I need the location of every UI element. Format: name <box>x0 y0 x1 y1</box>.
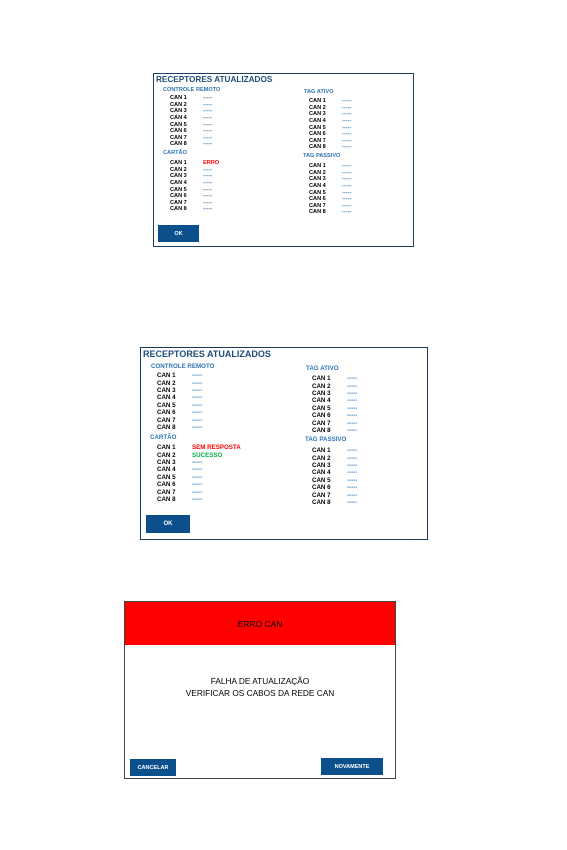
section-title-controle-remoto: CONTROLE REMOTO <box>151 363 215 370</box>
can-label: CAN 3 <box>157 386 176 394</box>
list-item <box>157 402 202 409</box>
can-status: ----- <box>342 183 352 190</box>
can-label: CAN 8 <box>312 426 331 434</box>
can-label: CAN 8 <box>157 423 176 431</box>
list-item <box>170 173 219 180</box>
list-item <box>312 454 357 461</box>
list-item <box>157 409 202 416</box>
list-item <box>312 375 357 382</box>
can-label: CAN 1 <box>309 163 326 170</box>
list-item <box>157 424 202 431</box>
can-label: CAN 1 <box>170 160 187 167</box>
section-title-tag-ativo: TAG ATIVO <box>306 365 339 372</box>
can-label: CAN 5 <box>312 404 331 412</box>
can-label: CAN 4 <box>312 397 331 405</box>
list-item <box>170 200 219 207</box>
list-item <box>170 115 212 122</box>
can-status: ----- <box>347 397 358 405</box>
can-status: ----- <box>192 401 203 409</box>
can-label: CAN 6 <box>170 128 187 135</box>
list-item <box>312 491 357 498</box>
can-status: ----- <box>203 193 213 200</box>
section-title-tag-passivo: TAG PASSIVO <box>303 153 341 159</box>
controle-remoto-list <box>157 372 202 431</box>
section-title-controle-remoto: CONTROLE REMOTO <box>163 87 221 93</box>
list-item <box>309 170 351 177</box>
list-item <box>157 481 241 488</box>
can-status: ----- <box>347 491 358 499</box>
can-status: ----- <box>342 137 352 144</box>
can-label: CAN 1 <box>157 372 176 380</box>
error-message-line2: VERIFICAR OS CABOS DA REDE CAN <box>185 688 335 698</box>
list-item <box>309 203 351 210</box>
list-item <box>157 379 202 386</box>
can-label: CAN 3 <box>309 176 326 183</box>
can-status: ----- <box>192 488 203 496</box>
can-label: CAN 6 <box>309 131 326 138</box>
list-item <box>309 138 351 145</box>
can-status: ----- <box>347 382 358 390</box>
can-status: ----- <box>192 379 203 387</box>
can-label: CAN 2 <box>312 454 331 462</box>
can-status: ----- <box>347 447 358 455</box>
can-status: ----- <box>342 189 352 196</box>
can-label: CAN 5 <box>309 189 326 196</box>
list-item <box>309 189 351 196</box>
can-status: ----- <box>342 202 352 209</box>
list-item <box>312 397 357 404</box>
list-item <box>312 427 357 434</box>
list-item <box>170 95 212 102</box>
list-item <box>312 462 357 469</box>
can-label: CAN 1 <box>312 375 331 383</box>
list-item <box>157 416 202 423</box>
can-status: ----- <box>347 476 358 484</box>
can-label: CAN 4 <box>170 115 187 122</box>
can-label: CAN 6 <box>157 409 176 417</box>
can-label: CAN 7 <box>157 416 176 424</box>
tag-passivo-list <box>312 447 357 506</box>
list-item <box>309 118 351 125</box>
can-label: CAN 1 <box>309 98 326 105</box>
list-item <box>157 474 241 481</box>
list-item <box>312 382 357 389</box>
can-label: CAN 5 <box>170 186 187 193</box>
tag-passivo-list <box>309 163 351 216</box>
can-status: ----- <box>342 104 352 111</box>
list-item <box>170 186 219 193</box>
can-status: ----- <box>347 454 358 462</box>
list-item <box>312 484 357 491</box>
list-item <box>309 131 351 138</box>
section-title-tag-ativo: TAG ATIVO <box>304 89 334 95</box>
can-label: CAN 2 <box>309 169 326 176</box>
can-label: CAN 7 <box>309 202 326 209</box>
can-label: CAN 5 <box>170 121 187 128</box>
can-status: ----- <box>203 115 213 122</box>
list-item <box>170 141 212 148</box>
can-label: CAN 5 <box>157 401 176 409</box>
can-status: ----- <box>203 141 213 148</box>
list-item <box>309 183 351 190</box>
list-item <box>157 496 241 503</box>
can-status: ----- <box>203 173 213 180</box>
can-label: CAN 2 <box>312 382 331 390</box>
can-label: CAN 3 <box>170 108 187 115</box>
tag-ativo-list <box>312 375 357 434</box>
can-status: ----- <box>203 199 213 206</box>
can-status: ----- <box>192 473 203 481</box>
can-status: ----- <box>192 466 203 474</box>
list-item <box>170 206 219 213</box>
section-title-cartao: CARTÃO <box>150 434 177 441</box>
can-label: CAN 4 <box>309 118 326 125</box>
can-status: ----- <box>342 144 352 151</box>
can-status: ----- <box>342 196 352 203</box>
can-status: ----- <box>347 419 358 427</box>
list-item <box>312 412 357 419</box>
section-title-tag-passivo: TAG PASSIVO <box>305 436 347 443</box>
can-label: CAN 8 <box>312 498 331 506</box>
can-label: CAN 6 <box>312 484 331 492</box>
can-status: ----- <box>192 409 203 417</box>
list-item <box>309 111 351 118</box>
list-item <box>170 121 212 128</box>
can-status: ----- <box>192 416 203 424</box>
can-status: ----- <box>203 128 213 135</box>
can-status: ----- <box>342 118 352 125</box>
list-item <box>157 387 202 394</box>
erro-can-dialog <box>124 601 396 779</box>
list-item <box>157 466 241 473</box>
can-status: ----- <box>347 484 358 492</box>
can-label: CAN 3 <box>309 111 326 118</box>
list-item <box>312 390 357 397</box>
ok-button[interactable]: OK <box>146 515 190 533</box>
list-item <box>157 444 241 451</box>
can-status: ----- <box>203 186 213 193</box>
list-item <box>170 180 219 187</box>
can-status: ----- <box>203 95 213 102</box>
can-label: CAN 5 <box>309 124 326 131</box>
ok-button[interactable]: OK <box>158 225 199 242</box>
can-label: CAN 4 <box>170 180 187 187</box>
list-item <box>157 451 241 458</box>
can-label: CAN 6 <box>157 481 176 489</box>
section-title-cartao: CARTÃO <box>163 150 187 156</box>
list-item <box>170 108 212 115</box>
can-label: CAN 3 <box>312 461 331 469</box>
can-status: ----- <box>347 461 358 469</box>
can-status: ----- <box>342 98 352 105</box>
list-item <box>170 102 212 109</box>
can-status: ----- <box>342 209 352 216</box>
list-item <box>312 477 357 484</box>
list-item <box>312 405 357 412</box>
dialog-header: ERRO CAN <box>125 602 395 645</box>
can-label: CAN 8 <box>170 206 187 213</box>
cartao-list <box>157 444 241 503</box>
can-status: ----- <box>203 206 213 213</box>
can-status: ----- <box>347 389 358 397</box>
list-item <box>157 488 241 495</box>
list-item <box>170 193 219 200</box>
can-label: CAN 6 <box>170 193 187 200</box>
cartao-list <box>170 160 219 213</box>
list-item <box>312 419 357 426</box>
can-label: CAN 5 <box>157 473 176 481</box>
can-status: ----- <box>192 394 203 402</box>
list-item <box>170 135 212 142</box>
can-status: ----- <box>342 124 352 131</box>
can-status: ----- <box>342 163 352 170</box>
can-label: CAN 1 <box>157 444 176 452</box>
can-label: CAN 4 <box>157 466 176 474</box>
can-status-success: SUCESSO <box>192 451 223 459</box>
can-label: CAN 6 <box>309 196 326 203</box>
list-item <box>309 98 351 105</box>
can-label: CAN 3 <box>157 458 176 466</box>
can-label: CAN 2 <box>170 166 187 173</box>
can-status: ----- <box>192 423 203 431</box>
list-item <box>309 163 351 170</box>
retry-button[interactable]: NOVAMENTE <box>321 758 383 775</box>
can-label: CAN 7 <box>170 199 187 206</box>
can-label: CAN 4 <box>309 183 326 190</box>
list-item <box>157 394 202 401</box>
can-status: ----- <box>203 134 213 141</box>
controle-remoto-list <box>170 95 212 148</box>
can-label: CAN 7 <box>170 134 187 141</box>
error-message-line1: FALHA DE ATUALIZAÇÃO <box>210 676 310 686</box>
panel-title: RECEPTORES ATUALIZADOS <box>156 75 273 84</box>
list-item <box>312 447 357 454</box>
list-item <box>170 128 212 135</box>
can-label: CAN 2 <box>309 104 326 111</box>
can-status: ----- <box>192 495 203 503</box>
can-label: CAN 1 <box>312 447 331 455</box>
can-label: CAN 7 <box>312 491 331 499</box>
can-label: CAN 7 <box>157 488 176 496</box>
can-status: ----- <box>347 404 358 412</box>
can-label: CAN 6 <box>312 412 331 420</box>
list-item <box>170 167 219 174</box>
can-status: ----- <box>347 375 358 383</box>
can-status: ----- <box>192 481 203 489</box>
can-label: CAN 3 <box>312 389 331 397</box>
can-label: CAN 1 <box>170 95 187 102</box>
can-status: ----- <box>342 176 352 183</box>
tag-ativo-list <box>309 98 351 151</box>
can-status-error: SEM RESPOSTA <box>192 444 241 452</box>
can-status: ----- <box>347 412 358 420</box>
can-label: CAN 2 <box>157 451 176 459</box>
can-status: ----- <box>203 108 213 115</box>
list-item <box>157 459 241 466</box>
list-item <box>312 469 357 476</box>
can-label: CAN 8 <box>157 495 176 503</box>
can-status: ----- <box>347 426 358 434</box>
list-item <box>309 144 351 151</box>
list-item <box>309 209 351 216</box>
can-status: ----- <box>203 180 213 187</box>
list-item <box>309 196 351 203</box>
list-item <box>312 499 357 506</box>
can-label: CAN 4 <box>157 394 176 402</box>
can-status: ----- <box>342 131 352 138</box>
can-label: CAN 3 <box>170 173 187 180</box>
can-status: ----- <box>203 166 213 173</box>
can-status: ----- <box>347 498 358 506</box>
can-label: CAN 4 <box>312 469 331 477</box>
can-status: ----- <box>342 169 352 176</box>
can-status: ----- <box>203 101 213 108</box>
list-item <box>157 372 202 379</box>
can-label: CAN 5 <box>312 476 331 484</box>
can-label: CAN 2 <box>157 379 176 387</box>
cancel-button[interactable]: CANCELAR <box>130 759 176 776</box>
can-label: CAN 7 <box>309 137 326 144</box>
can-status-error: ERRO <box>203 160 220 167</box>
receptores-panel-2 <box>140 347 428 540</box>
panel-title: RECEPTORES ATUALIZADOS <box>143 349 271 359</box>
can-status: ----- <box>342 111 352 118</box>
can-label: CAN 8 <box>309 144 326 151</box>
can-status: ----- <box>192 372 203 380</box>
can-label: CAN 7 <box>312 419 331 427</box>
list-item <box>309 105 351 112</box>
receptores-panel-1 <box>153 73 414 247</box>
can-status: ----- <box>192 386 203 394</box>
can-status: ----- <box>347 469 358 477</box>
can-status: ----- <box>203 121 213 128</box>
list-item <box>309 124 351 131</box>
can-status: ----- <box>192 458 203 466</box>
can-label: CAN 8 <box>170 141 187 148</box>
can-label: CAN 8 <box>309 209 326 216</box>
list-item <box>170 160 219 167</box>
list-item <box>309 176 351 183</box>
can-label: CAN 2 <box>170 101 187 108</box>
